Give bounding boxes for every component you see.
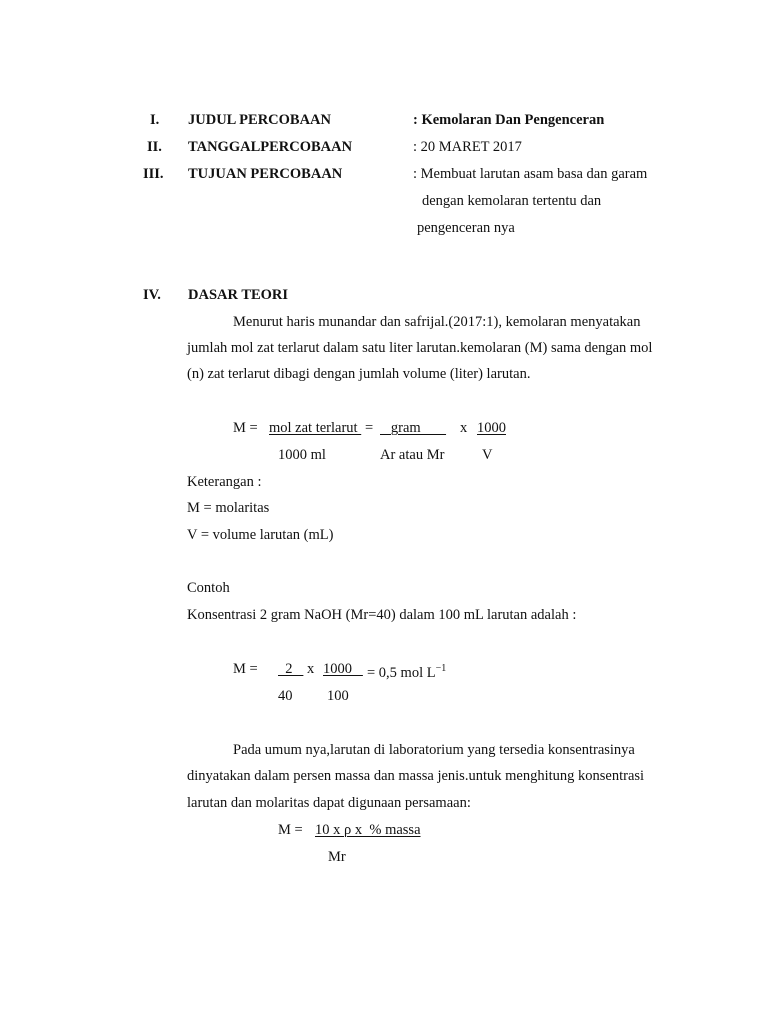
row-numeral-1: I. xyxy=(150,112,160,128)
tujuan-continuation-2: pengenceran nya xyxy=(417,220,515,236)
row-label-tanggal: TANGGALPERCOBAAN xyxy=(188,139,353,155)
formula2-result xyxy=(367,660,446,682)
keterangan-m: M = molaritas xyxy=(187,500,270,516)
paragraph1-line-1: Menurut haris munandar dan safrijal.(2017:1), kemolaran menyatakan xyxy=(233,314,641,330)
formula3-numerator: 10 x ρ x % massa xyxy=(315,822,421,838)
formula2-lhs: M = xyxy=(233,661,258,677)
formula2-result-text: = 0,5 mol L xyxy=(367,664,436,681)
formula2-times: x xyxy=(307,661,315,677)
formula2-denominator-100: 100 xyxy=(327,688,349,704)
paragraph1-line-2: jumlah mol zat terlarut dalam satu liter larutan.kemolaran (M) sama dengan mol xyxy=(187,340,653,356)
section-numeral-4: IV. xyxy=(143,287,161,303)
formula2-result-exponent: −1 xyxy=(435,663,447,674)
formula3-denominator: Mr xyxy=(328,849,346,865)
row-value-tujuan: : Membuat larutan asam basa dan garam xyxy=(413,166,648,182)
paragraph2-line-3: larutan dan molaritas dapat digunaan persamaan: xyxy=(187,795,471,811)
row-label-judul: JUDUL PERCOBAAN xyxy=(188,112,331,128)
paragraph2-line-2: dinyatakan dalam persen massa dan massa jenis.untuk menghitung konsentrasi xyxy=(187,768,645,784)
formula2-numerator-1000: 1000 xyxy=(323,661,363,677)
row-value-judul: : Kemolaran Dan Pengenceran xyxy=(413,112,605,128)
formula1-denominator-v: V xyxy=(482,447,493,463)
formula1-numerator-gram: gram xyxy=(380,420,447,436)
formula1-lhs: M = xyxy=(233,420,258,436)
formula3-lhs: M = xyxy=(278,822,303,838)
contoh-title: Contoh xyxy=(187,580,230,596)
formula2-numerator-2: 2 xyxy=(278,661,304,677)
row-numeral-2: II. xyxy=(147,139,162,155)
formula1-times: x xyxy=(460,420,468,436)
formula1-numerator-1000: 1000 xyxy=(477,420,506,436)
row-label-tujuan: TUJUAN PERCOBAAN xyxy=(188,166,343,182)
formula1-denominator-ml: 1000 ml xyxy=(278,447,326,463)
row-numeral-3: III. xyxy=(143,166,164,182)
contoh-text: Konsentrasi 2 gram NaOH (Mr=40) dalam 100 mL larutan adalah : xyxy=(187,607,577,623)
keterangan-v: V = volume larutan (mL) xyxy=(187,527,334,543)
keterangan-title: Keterangan : xyxy=(187,474,262,490)
row-value-tanggal: : 20 MARET 2017 xyxy=(413,139,522,155)
paragraph2-line-1: Pada umum nya,larutan di laboratorium yang tersedia konsentrasinya xyxy=(233,742,635,758)
formula1-denominator-mr: Ar atau Mr xyxy=(380,447,445,463)
formula2-denominator-40: 40 xyxy=(278,688,293,704)
tujuan-continuation-1: dengan kemolaran tertentu dan xyxy=(422,193,602,209)
formula1-equals: = xyxy=(365,420,374,436)
paragraph1-line-3: (n) zat terlarut dibagi dengan jumlah volume (liter) larutan. xyxy=(187,366,531,382)
formula1-numerator-mol: mol zat terlarut xyxy=(269,420,362,436)
section-heading-dasar-teori: DASAR TEORI xyxy=(188,287,289,303)
